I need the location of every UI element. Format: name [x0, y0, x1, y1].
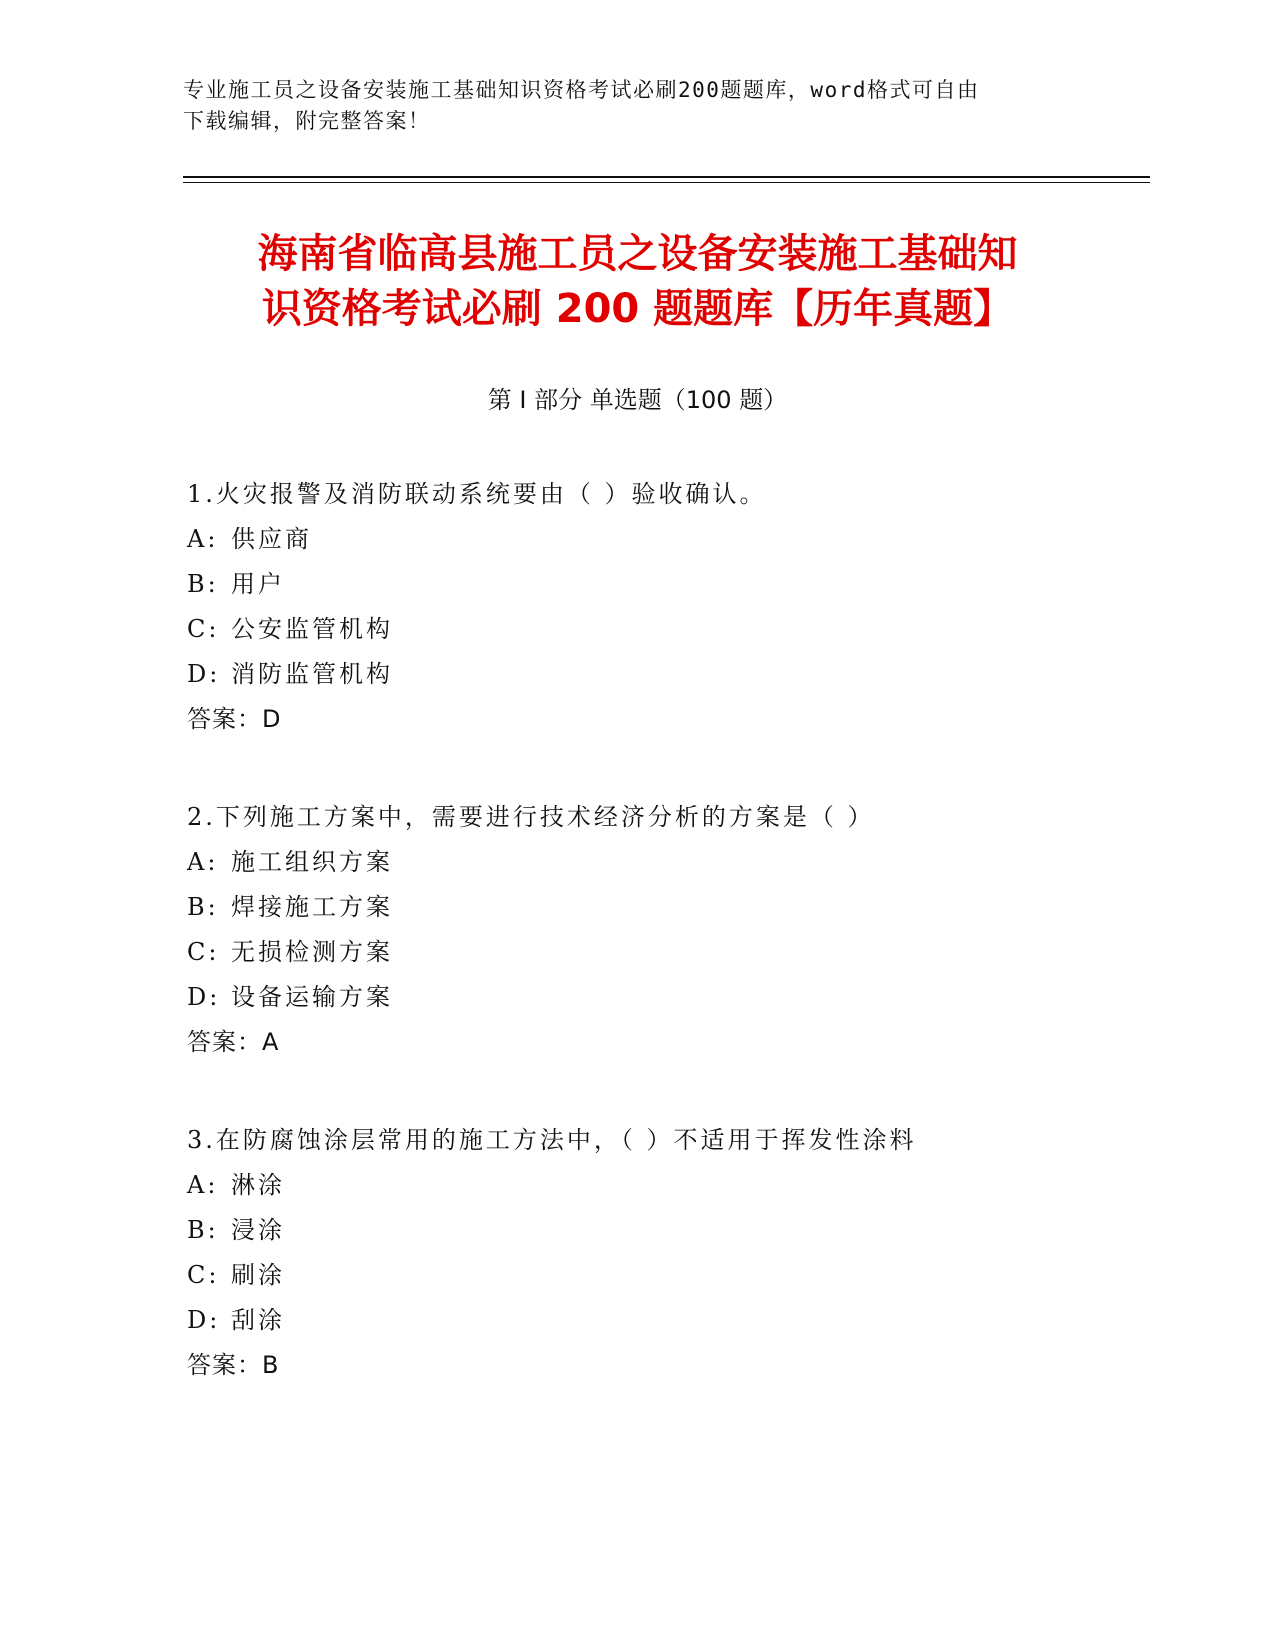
option-c	[187, 607, 1147, 652]
option-d	[187, 1298, 1147, 1343]
option-a	[187, 840, 1147, 885]
option-letter: A:	[187, 1171, 219, 1199]
option-letter: D:	[187, 983, 221, 1011]
header-line-1: 专业施工员之设备安装施工基础知识资格考试必刷200题题库，word格式可自由	[183, 78, 980, 102]
option-text: 焊接施工方案	[231, 893, 393, 921]
answer-line: 答案：D	[187, 705, 282, 733]
option-text: 设备运输方案	[231, 983, 393, 1011]
option-text: 浸涂	[231, 1216, 285, 1244]
document-title-line-1: 海南省临高县施工员之设备安装施工基础知	[257, 231, 1018, 277]
option-text: 用户	[231, 570, 285, 598]
option-a	[187, 517, 1147, 562]
option-c	[187, 1253, 1147, 1298]
option-text: 刷涂	[231, 1261, 285, 1289]
option-letter: A:	[187, 525, 219, 553]
section-heading: 第 I 部分 单选题（100 题）	[487, 386, 788, 414]
option-text: 供应商	[231, 525, 312, 553]
option-a	[187, 1163, 1147, 1208]
option-letter: B:	[187, 893, 219, 921]
question-item	[187, 795, 1147, 1065]
option-text: 刮涂	[231, 1306, 285, 1334]
option-b	[187, 1208, 1147, 1253]
option-letter: C:	[187, 938, 220, 966]
header-line-2: 下载编辑，附完整答案！	[183, 109, 431, 133]
question-stem: 2.下列施工方案中，需要进行技术经济分析的方案是（ ）	[187, 803, 875, 831]
question-item	[187, 472, 1147, 742]
option-letter: B:	[187, 570, 219, 598]
header-divider-thin	[183, 182, 1150, 183]
option-letter: D:	[187, 660, 221, 688]
document-title	[150, 227, 1125, 337]
option-text: 淋涂	[231, 1171, 285, 1199]
header-divider-thick	[183, 176, 1150, 178]
option-text: 消防监管机构	[231, 660, 393, 688]
option-letter: C:	[187, 1261, 220, 1289]
option-b	[187, 885, 1147, 930]
option-letter: A:	[187, 848, 219, 876]
option-letter: D:	[187, 1306, 221, 1334]
option-text: 公安监管机构	[231, 615, 393, 643]
document-header-note	[183, 75, 1083, 137]
option-c	[187, 930, 1147, 975]
option-text: 施工组织方案	[231, 848, 393, 876]
answer-line: 答案：A	[187, 1028, 280, 1056]
question-list	[187, 472, 1147, 1441]
option-d	[187, 652, 1147, 697]
question-stem: 3.在防腐蚀涂层常用的施工方法中，（ ）不适用于挥发性涂料	[187, 1126, 917, 1154]
question-item	[187, 1118, 1147, 1388]
option-text: 无损检测方案	[231, 938, 393, 966]
document-title-line-2: 识资格考试必刷 200 题题库【历年真题】	[261, 286, 1014, 332]
option-letter: C:	[187, 615, 220, 643]
option-d	[187, 975, 1147, 1020]
question-stem: 1.火灾报警及消防联动系统要由（ ）验收确认。	[187, 480, 767, 508]
answer-line: 答案：B	[187, 1351, 280, 1379]
option-b	[187, 562, 1147, 607]
option-letter: B:	[187, 1216, 219, 1244]
